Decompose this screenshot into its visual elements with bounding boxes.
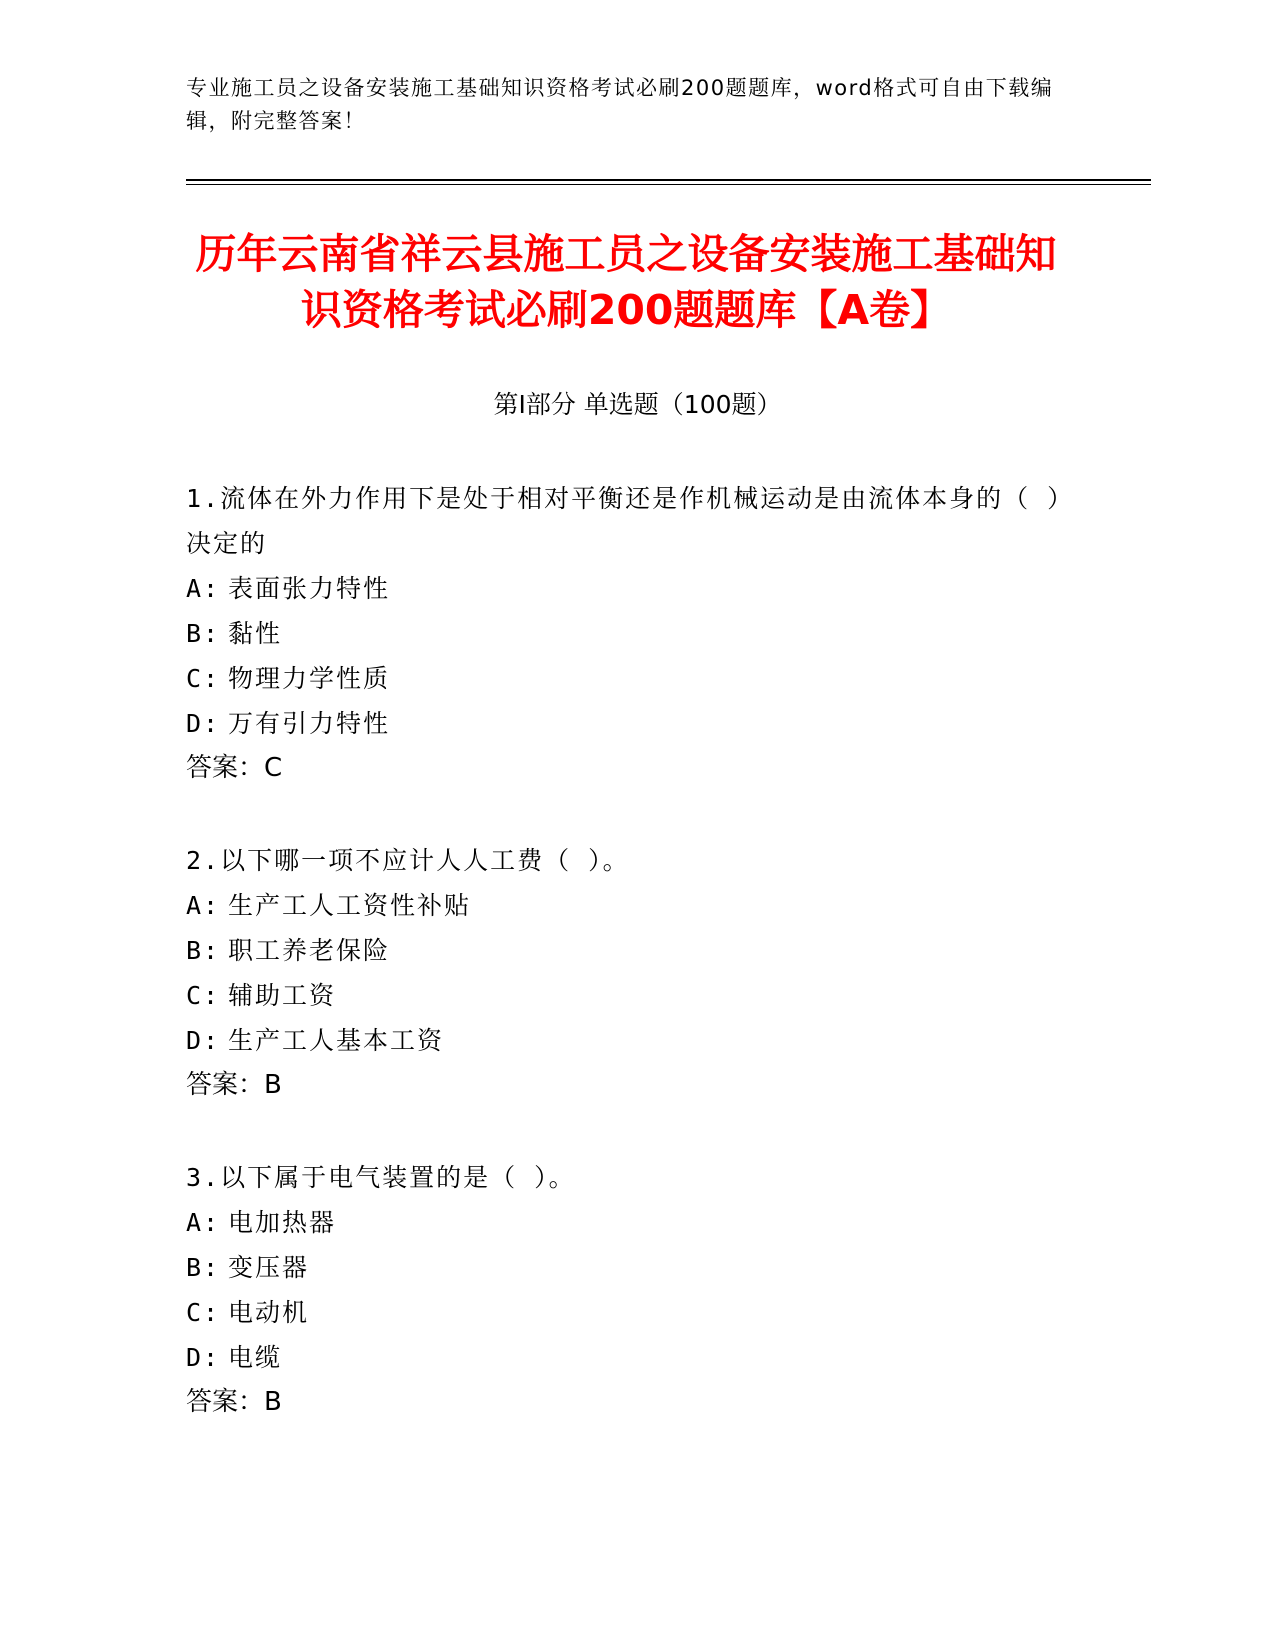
header-rule-thin	[186, 184, 1151, 185]
option-label: A:	[186, 891, 221, 920]
option-a	[186, 1200, 1086, 1245]
option-c	[186, 1290, 1086, 1335]
option-label: D:	[186, 709, 221, 738]
option-label: B:	[186, 1253, 221, 1282]
option-label: C:	[186, 981, 221, 1010]
option-a	[186, 883, 1086, 928]
section-title: 第Ⅰ部分 单选题（100题）	[493, 390, 782, 419]
option-b	[186, 928, 1086, 973]
option-d	[186, 1335, 1086, 1380]
question-stem: 2.以下哪一项不应计人人工费（ ）。	[186, 846, 630, 875]
option-text: 职工养老保险	[228, 936, 391, 965]
document-title: 历年云南省祥云县施工员之设备安装施工基础知识资格考试必刷200题题库【A卷】	[195, 230, 1057, 334]
question-2	[186, 838, 1086, 1108]
option-label: B:	[186, 936, 221, 965]
option-d	[186, 1018, 1086, 1063]
option-text: 黏性	[228, 619, 283, 648]
option-b	[186, 611, 1086, 656]
question-list	[186, 476, 1086, 1425]
option-label: D:	[186, 1026, 221, 1055]
header-note: 专业施工员之设备安装施工基础知识资格考试必刷200题题库，word格式可自由下载编辑，附完整答案！	[186, 76, 1054, 133]
option-text: 生产工人工资性补贴	[228, 891, 472, 920]
option-text: 电加热器	[228, 1208, 337, 1237]
option-d	[186, 701, 1086, 746]
option-text: 生产工人基本工资	[228, 1026, 445, 1055]
option-b	[186, 1245, 1086, 1290]
option-text: 电缆	[228, 1343, 283, 1372]
option-label: C:	[186, 664, 221, 693]
option-text: 辅助工资	[228, 981, 337, 1010]
question-3	[186, 1155, 1086, 1425]
option-text: 变压器	[228, 1253, 310, 1282]
header-rule-thick	[186, 179, 1151, 181]
option-label: A:	[186, 1208, 221, 1237]
question-stem: 3.以下属于电气装置的是（ ）。	[186, 1163, 576, 1192]
question-1	[186, 476, 1086, 791]
option-label: A:	[186, 574, 221, 603]
option-text: 物理力学性质	[228, 664, 391, 693]
option-text: 万有引力特性	[228, 709, 391, 738]
option-a	[186, 566, 1086, 611]
option-label: D:	[186, 1343, 221, 1372]
option-c	[186, 656, 1086, 701]
answer-line: 答案：B	[186, 1070, 282, 1100]
answer-line: 答案：B	[186, 1387, 282, 1417]
option-text: 电动机	[228, 1298, 310, 1327]
option-label: B:	[186, 619, 221, 648]
option-c	[186, 973, 1086, 1018]
option-label: C:	[186, 1298, 221, 1327]
question-stem: 1.流体在外力作用下是处于相对平衡还是作机械运动是由流体本身的（ ）决定的	[186, 484, 1075, 558]
answer-line: 答案：C	[186, 753, 283, 783]
option-text: 表面张力特性	[228, 574, 391, 603]
